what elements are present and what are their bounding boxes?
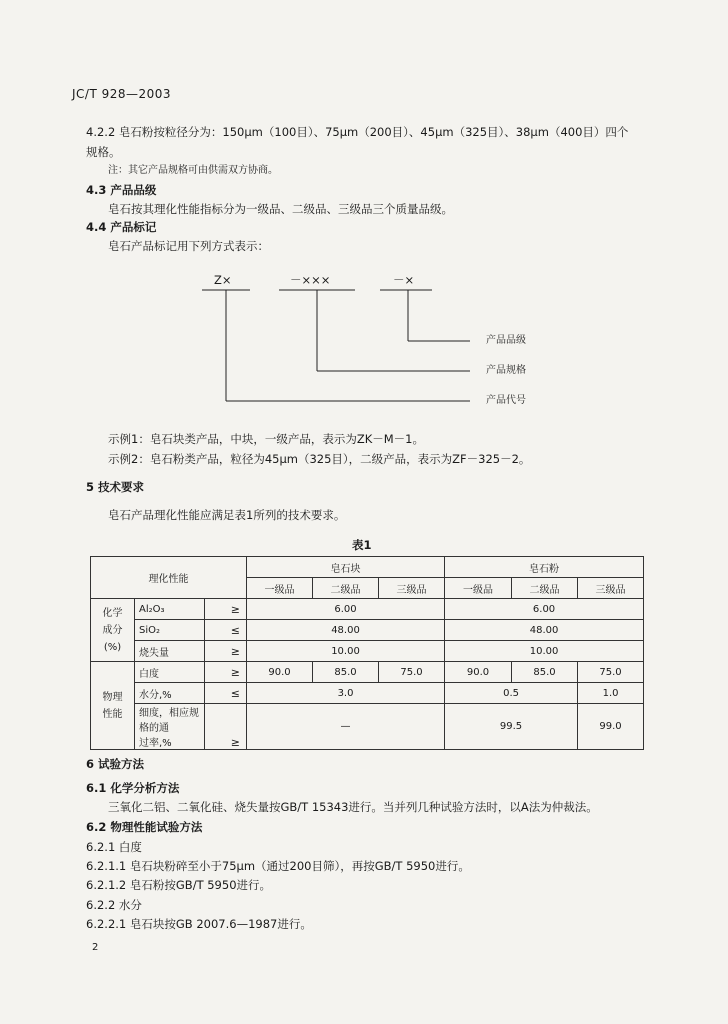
row-label-water: 水分,% (135, 683, 205, 704)
section-6-2-2-heading: 6.2.2 水分 (86, 898, 142, 912)
section-6-1-body: 三氧化二铝、二氧化硅、烧失量按GB/T 15343进行。当并列几种试验方法时，以A法为仲裁法。 (108, 800, 598, 814)
requirements-table (90, 556, 644, 750)
row-symbol: ≥ (205, 704, 247, 750)
header-block: 皂石块 (247, 557, 445, 578)
grade-header: 一级品 (247, 578, 313, 599)
cell-whiteness: 75.0 (379, 662, 445, 683)
cell-powder12-water: 0.5 (445, 683, 578, 704)
grade-header: 一级品 (445, 578, 512, 599)
cell-powder3-fineness: 99.0 (578, 704, 644, 750)
section-6-2-heading: 6.2 物理性能试验方法 (86, 820, 203, 834)
cell-powder-loss: 10.00 (445, 641, 644, 662)
label-product-code: 产品代号 (486, 395, 526, 406)
row-symbol: ≥ (205, 662, 247, 683)
example-1: 示例1：皂石块类产品，中块，一级产品，表示为ZK－M－1。 (108, 432, 424, 446)
row-symbol: ≥ (205, 641, 247, 662)
grade-header: 三级品 (578, 578, 644, 599)
row-label-whiteness: 白度 (135, 662, 205, 683)
row-symbol: ≥ (205, 599, 247, 620)
cell-whiteness: 85.0 (512, 662, 578, 683)
row-label-al2o3: Al₂O₃ (135, 599, 205, 620)
cell-powder12-fineness: 99.5 (445, 704, 578, 750)
cell-powder-al2o3: 6.00 (445, 599, 644, 620)
header-property: 理化性能 (91, 557, 247, 599)
cell-whiteness: 75.0 (578, 662, 644, 683)
label-product-grade: 产品品级 (486, 335, 526, 346)
section-6-2-1-heading: 6.2.1 白度 (86, 840, 142, 854)
cell-whiteness: 90.0 (247, 662, 313, 683)
section-6-2-2-1: 6.2.2.1 皂石块按GB 2007.6—1987进行。 (86, 917, 312, 931)
grade-header: 二级品 (313, 578, 379, 599)
fineness-label-line2: 过率,% (139, 738, 172, 749)
document-header: JC/T 928—2003 (72, 87, 172, 101)
chem-group-label (91, 599, 135, 662)
section-6-1-heading: 6.1 化学分析方法 (86, 781, 180, 795)
cell-whiteness: 85.0 (313, 662, 379, 683)
section-5-body: 皂石产品理化性能应满足表1所列的技术要求。 (108, 508, 346, 522)
cell-block-fineness: — (247, 704, 445, 750)
section-4-4-body: 皂石产品标记用下列方式表示： (108, 239, 269, 253)
grade-header: 二级品 (512, 578, 578, 599)
section-4-3-body: 皂石按其理化性能指标分为一级品、二级品、三级品三个质量品级。 (108, 202, 453, 216)
row-label-sio2: SiO₂ (135, 620, 205, 641)
row-symbol: ≤ (205, 620, 247, 641)
chem-label-1: 化学 (102, 607, 123, 619)
example-2: 示例2：皂石粉类产品，粒径为45μm（325目），二级产品，表示为ZF－325－2。 (108, 452, 531, 466)
cell-block-al2o3: 6.00 (247, 599, 445, 620)
cell-block-sio2: 48.00 (247, 620, 445, 641)
header-powder: 皂石粉 (445, 557, 644, 578)
cell-powder3-water: 1.0 (578, 683, 644, 704)
section-4-2-2-line1: 4.2.2 皂石粉按粒径分为：150μm（100目）、75μm（200目）、45μm（325目）、38μm（400目）四个 (86, 125, 629, 139)
row-label-loss: 烧失量 (135, 641, 205, 662)
fineness-label-line1: 细度，相应规格的通 (139, 708, 199, 734)
cell-powder-sio2: 48.00 (445, 620, 644, 641)
section-6-2-1-1: 6.2.1.1 皂石块粉碎至小于75μm（通过200目筛），再按GB/T 5950进行。 (86, 859, 470, 873)
cell-whiteness: 90.0 (445, 662, 512, 683)
row-label-fineness (135, 704, 205, 750)
phys-group-label (91, 662, 135, 750)
row-symbol: ≤ (205, 683, 247, 704)
section-5-heading: 5 技术要求 (86, 480, 145, 494)
cell-block-loss: 10.00 (247, 641, 445, 662)
chem-label-3: (%) (103, 641, 122, 653)
table-caption: 表1 (352, 538, 372, 552)
code-segment-3: －× (393, 273, 415, 287)
section-6-2-1-2: 6.2.1.2 皂石粉按GB/T 5950进行。 (86, 878, 272, 892)
section-4-3-heading: 4.3 产品品级 (86, 183, 157, 197)
page-number: 2 (92, 942, 99, 953)
section-4-4-heading: 4.4 产品标记 (86, 220, 157, 234)
cell-block-water: 3.0 (247, 683, 445, 704)
grade-header: 三级品 (379, 578, 445, 599)
phys-label-2: 性能 (102, 708, 123, 720)
code-segment-2: －××× (290, 273, 331, 287)
section-6-heading: 6 试验方法 (86, 757, 145, 771)
chem-label-2: 成分 (102, 624, 123, 636)
section-4-2-2-note: 注：其它产品规格可由供需双方协商。 (108, 165, 278, 176)
code-segment-1: Z× (214, 273, 232, 287)
label-product-spec: 产品规格 (486, 365, 526, 376)
section-4-2-2-line2: 规格。 (86, 145, 121, 159)
phys-label-1: 物理 (102, 691, 123, 703)
